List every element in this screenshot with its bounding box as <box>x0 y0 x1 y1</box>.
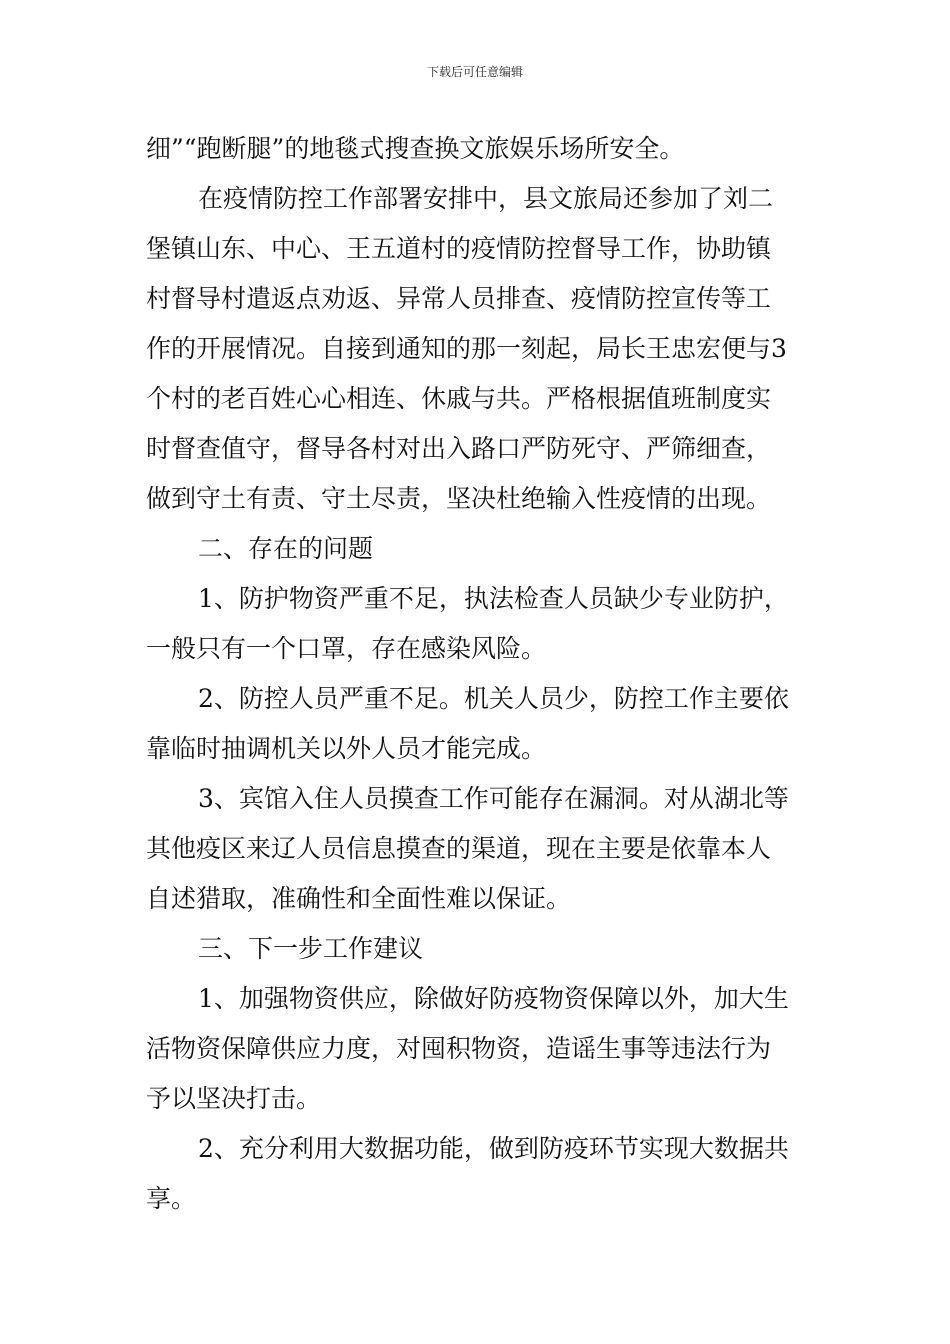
text-line: 自述猎取，准确性和全面性难以保证。 <box>146 884 572 913</box>
text-line: 细”“跑断腿”的地毯式搜查换文旅娱乐场所安全。 <box>146 134 685 163</box>
text-line: 个村的老百姓心心相连、休戚与共。严格根据值班制度实 <box>146 384 772 413</box>
text-line: 做到守土有责、守土尽责，坚决杜绝输入性疫情的出现。 <box>146 484 772 513</box>
text-line: 予以坚决打击。 <box>146 1084 322 1113</box>
section-heading: 二、存在的问题 <box>198 534 374 563</box>
text-line: 堡镇山东、中心、王五道村的疫情防控督导工作，协助镇 <box>146 234 772 263</box>
text-line: 在疫情防控工作部署安排中，县文旅局还参加了刘二 <box>198 184 774 213</box>
text-line: 1、防护物资严重不足，执法检查人员缺少专业防护， <box>198 584 789 613</box>
text-line: 作的开展情况。自接到通知的那一刻起，局长王忠宏便与3 <box>146 334 787 363</box>
document-body <box>146 124 810 1224</box>
text-line: 2、充分利用大数据功能，做到防疫环节实现大数据共 <box>198 1134 789 1163</box>
text-line: 1、加强物资供应，除做好防疫物资保障以外，加大生 <box>198 984 789 1013</box>
text-line: 享。 <box>146 1184 197 1213</box>
text-line: 一般只有一个口罩，存在感染风险。 <box>146 634 547 663</box>
page-header-note: 下载后可任意编辑 <box>426 65 523 79</box>
text-line: 2、防控人员严重不足。机关人员少，防控工作主要依 <box>198 684 789 713</box>
text-line: 时督查值守，督导各村对出入路口严防死守、严筛细查， <box>146 434 772 463</box>
text-line: 村督导村遣返点劝返、异常人员排查、疫情防控宣传等工 <box>146 284 772 313</box>
section-heading: 三、下一步工作建议 <box>198 934 424 963</box>
text-line: 其他疫区来辽人员信息摸查的渠道，现在主要是依靠本人 <box>146 834 772 863</box>
text-line: 活物资保障供应力度，对囤积物资，造谣生事等违法行为 <box>146 1034 772 1063</box>
text-line: 3、宾馆入住人员摸查工作可能存在漏洞。对从湖北等 <box>198 784 789 813</box>
text-line: 靠临时抽调机关以外人员才能完成。 <box>146 734 547 763</box>
